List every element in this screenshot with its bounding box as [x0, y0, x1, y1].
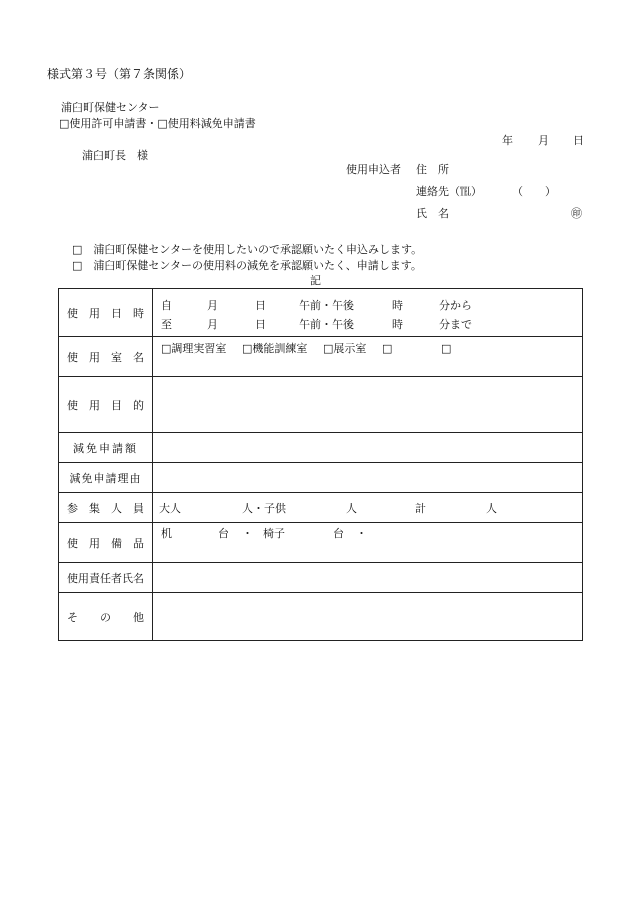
date-to-month: 月 [207, 318, 218, 331]
other-field[interactable] [153, 593, 583, 641]
attendees-child-unit: 人 [346, 502, 357, 515]
attendees-total-unit: 人 [486, 502, 497, 515]
date-from-min: 分から [439, 299, 472, 312]
date-month: 月 [538, 134, 549, 147]
date-from-month: 月 [207, 299, 218, 312]
row-responsible [59, 563, 583, 593]
name-label: 氏 名 [416, 207, 449, 220]
facility-name: 浦臼町保健センター [61, 101, 160, 114]
exempt-amount-field[interactable] [153, 433, 583, 463]
addressee: 浦臼町長 様 [82, 149, 148, 162]
equipment-desk: 机 [161, 527, 172, 540]
row-room [59, 337, 583, 377]
room-option-blank2[interactable]: □ [441, 342, 452, 355]
row-exempt-amount [59, 433, 583, 463]
equipment-field[interactable] [153, 523, 583, 563]
date-from-start: 自 [161, 299, 172, 312]
contact-paren: （ ） [512, 185, 556, 198]
equipment-chair: 椅子 [263, 527, 285, 540]
date-from-day: 日 [255, 299, 266, 312]
room-option-training[interactable]: □機能訓練室 [242, 342, 308, 355]
equipment-desk-unit: 台 [218, 527, 229, 540]
attendees-adult-unit-child: 人・子供 [242, 502, 286, 515]
row-other [59, 593, 583, 641]
label-equipment: 使 用 備 品 [59, 523, 153, 563]
equipment-chair-unit: 台 [333, 527, 344, 540]
label-room: 使 用 室 名 [59, 337, 153, 377]
document-type: □使用許可申請書・□使用料減免申請書 [59, 117, 256, 130]
date-to-start: 至 [161, 318, 172, 331]
date-to-hour: 時 [392, 318, 403, 331]
purpose-field[interactable] [153, 377, 583, 433]
row-date [59, 289, 583, 337]
attendees-field[interactable] [153, 493, 583, 523]
date-from-ampm: 午前・午後 [299, 299, 354, 312]
label-purpose: 使 用 目 的 [59, 377, 153, 433]
row-attendees [59, 493, 583, 523]
label-exempt-amount: 減免申請額 [59, 433, 153, 463]
room-option-blank1[interactable]: □ [382, 342, 393, 355]
row-exempt-reason [59, 463, 583, 493]
date-to-ampm: 午前・午後 [299, 318, 354, 331]
label-attendees: 参 集 人 員 [59, 493, 153, 523]
form-number: 様式第３号（第７条関係） [47, 67, 192, 81]
label-responsible: 使用責任者氏名 [59, 563, 153, 593]
room-option-cooking[interactable]: □調理実習室 [161, 342, 227, 355]
attendees-adult: 大人 [159, 502, 181, 515]
row-purpose [59, 377, 583, 433]
date-from-hour: 時 [392, 299, 403, 312]
date-year: 年 [502, 134, 513, 147]
attendees-total: 計 [415, 502, 426, 515]
seal-mark: ㊞ [571, 207, 582, 220]
date-to-min: 分まで [439, 318, 472, 331]
date-to-day: 日 [255, 318, 266, 331]
responsible-field[interactable] [153, 563, 583, 593]
room-field [153, 337, 583, 377]
room-option-exhibit[interactable]: □展示室 [323, 342, 367, 355]
exempt-reason-field[interactable] [153, 463, 583, 493]
ki-heading: 記 [310, 274, 321, 287]
application-form-table [58, 288, 583, 641]
exemption-request-line: □ 浦臼町保健センターの使用料の減免を承認願いたく、申請します。 [72, 259, 422, 272]
applicant-label: 使用申込者 [346, 163, 401, 176]
equipment-dot-1: ・ [242, 527, 253, 540]
contact-label: 連絡先（℡） [416, 185, 482, 198]
date-day: 日 [573, 134, 584, 147]
label-other: そ の 他 [59, 593, 153, 641]
equipment-dot-2: ・ [356, 527, 367, 540]
row-equipment [59, 523, 583, 563]
label-exempt-reason: 減免申請理由 [59, 463, 153, 493]
label-date: 使 用 日 時 [59, 289, 153, 337]
date-field[interactable] [153, 289, 583, 337]
use-request-line: □ 浦臼町保健センターを使用したいので承認願いたく申込みします。 [72, 243, 423, 256]
address-label: 住 所 [416, 163, 449, 176]
